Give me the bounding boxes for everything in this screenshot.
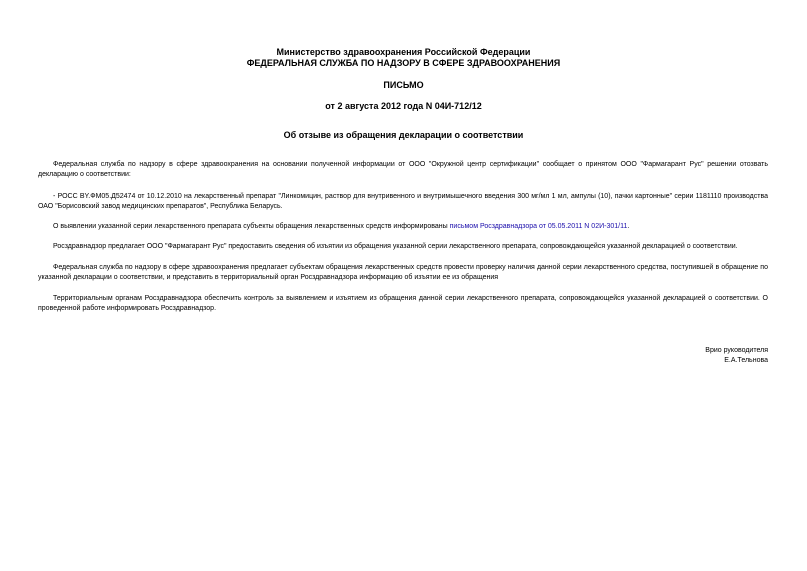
paragraph-5-container — [38, 263, 768, 283]
signatory-name: Е.А.Тельнова — [724, 357, 768, 364]
signatory-position: Врио руководителя — [705, 347, 768, 354]
paragraph-4: Росздравнадзор предлагает ООО "Фармагарант Рус" предоставить сведения об изъятии из обращения указанной серии лекарственного препарата, сопровождающейся указанной декларацией о соответствии. — [53, 243, 738, 250]
document-type: ПИСЬМО — [383, 80, 424, 90]
paragraph-1: Федеральная служба по надзору в сфере здравоохранения на основании полученной информации от ООО "Окружной центр сертификации" сообщает о принятом ООО "Фармагарант Рус" решении отозвать декларацию о соответствии: — [38, 161, 768, 178]
document-header — [0, 47, 807, 69]
paragraph-3-end: . — [627, 223, 630, 230]
paragraph-6-container — [38, 294, 768, 314]
paragraph-2-container — [38, 192, 768, 212]
document-date-number: от 2 августа 2012 года N 04И-712/12 — [325, 101, 482, 111]
ministry-name: Министерство здравоохранения Российской Федерации — [276, 47, 531, 57]
paragraph-5: Федеральная служба по надзору в сфере здравоохранения предлагает субъектам обращения лекарственных средств провести проверку наличия данной серии лекарственного средства, поступившей в обращение по указанной декларации о соответствии, и представить в территориальный орган Росздравнадзора информацию об изъятии ее из обращения — [38, 264, 768, 281]
document-title: Об отзыве из обращения декларации о соответствии — [283, 130, 524, 140]
paragraph-3-container — [38, 222, 768, 232]
letter-reference-link[interactable]: письмом Росздравнадзора от 05.05.2011 N 02И-301/11 — [449, 223, 628, 230]
paragraph-3-text: О выявлении указанной серии лекарственного препарата субъекты обращения лекарственных средств информированы — [53, 223, 450, 230]
service-name: ФЕДЕРАЛЬНАЯ СЛУЖБА ПО НАДЗОРУ В СФЕРЕ ЗДРАВООХРАНЕНИЯ — [246, 58, 561, 68]
paragraph-2: - РОСС BY.ФМ05.Д52474 от 10.12.2010 на лекарственный препарат "Линкомицин, раствор для внутривенного и внутримышечного введения 300 мг/мл 1 мл, ампулы (10), пачки картонные" серии 1181110 производства ОАО "Борисовский завод медицинских препаратов", Республика Беларусь. — [38, 193, 768, 210]
signature-block — [705, 346, 768, 366]
paragraph-6: Территориальным органам Росздравнадзора обеспечить контроль за выявлением и изъятием из обращения данной серии лекарственного препарата, сопровождающейся указанной декларацией о соответствии. О проведенной работе информировать Росздравнадзор. — [38, 295, 768, 312]
paragraph-4-container — [38, 242, 768, 252]
paragraph-3 — [38, 222, 768, 232]
paragraph-1-container — [38, 160, 768, 180]
